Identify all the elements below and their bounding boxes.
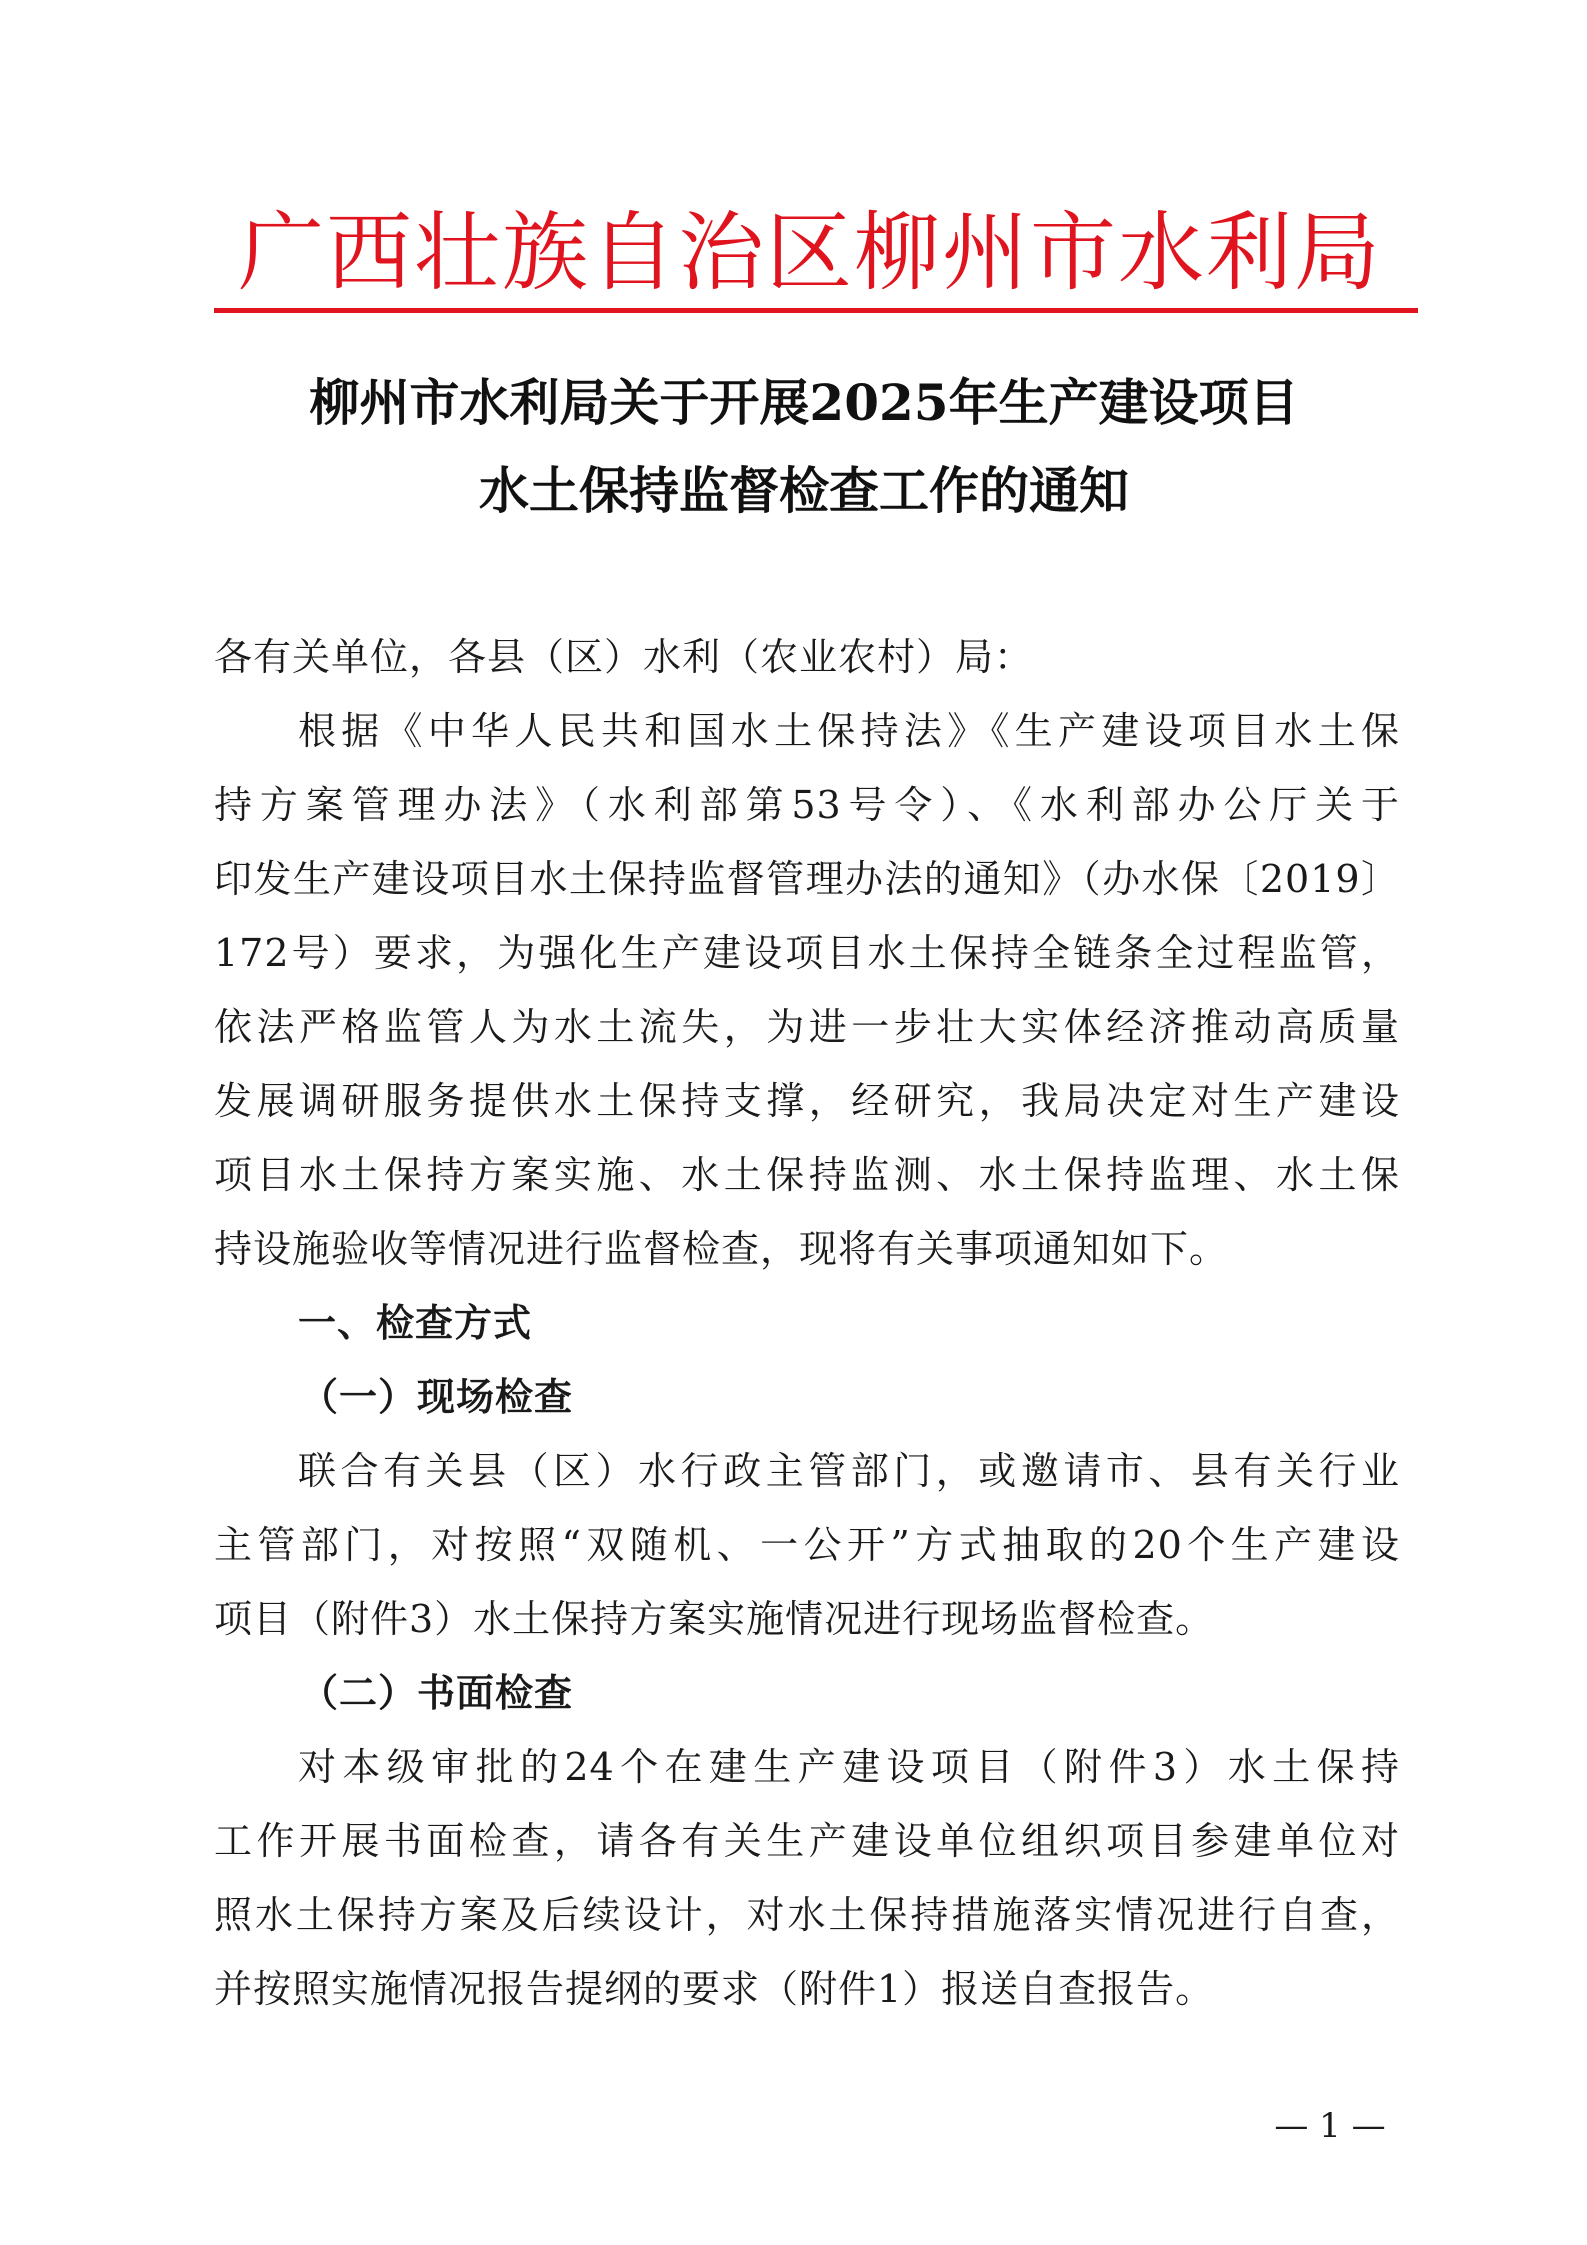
paragraph-line: 主管部门，对按照“双随机、一公开”方式抽取的20个生产建设 [214, 1523, 1400, 1567]
paragraph-line: 并按照实施情况报告提纲的要求（附件1）报送自查报告。 [214, 1967, 1215, 2011]
intro-line: 持设施验收等情况进行监督检查，现将有关事项通知如下。 [214, 1227, 1229, 1271]
intro-line: 印发生产建设项目水土保持监督管理办法的通知》（办水保〔2019〕 [214, 857, 1400, 901]
intro-line: 172号）要求，为强化生产建设项目水土保持全链条全过程监管， [214, 931, 1400, 975]
sub-heading: （一）现场检查 [300, 1374, 574, 1419]
document-title-line-1: 柳州市水利局关于开展2025年生产建设项目 [309, 373, 1299, 432]
paragraph-line: 项目（附件3）水土保持方案实施情况进行现场监督检查。 [214, 1597, 1215, 1641]
intro-line: 依法严格监管人为水土流失，为进一步壮大实体经济推动高质量 [214, 1005, 1400, 1049]
page-number: — 1 — [1274, 2106, 1386, 2146]
sub-heading: （二）书面检查 [300, 1670, 574, 1715]
letterhead-title: 广西壮族自治区柳州市水利局 [238, 203, 1382, 303]
paragraph-line: 工作开展书面检查，请各有关生产建设单位组织项目参建单位对 [214, 1819, 1400, 1863]
paragraph-line: 对本级审批的24个在建生产建设项目（附件3）水土保持 [298, 1745, 1400, 1789]
salutation: 各有关单位，各县（区）水利（农业农村）局： [214, 635, 1034, 679]
intro-line: 项目水土保持方案实施、水土保持监测、水土保持监理、水土保 [214, 1153, 1400, 1197]
document-title-line-2: 水土保持监督检查工作的通知 [479, 461, 1129, 520]
paragraph-line: 联合有关县（区）水行政主管部门，或邀请市、县有关行业 [298, 1449, 1400, 1493]
intro-line: 根据《中华人民共和国水土保持法》《生产建设项目水土保 [298, 709, 1400, 753]
letterhead-divider [214, 308, 1418, 313]
section-heading: 一、检查方式 [298, 1301, 533, 1345]
intro-line: 持方案管理办法》（水利部第53号令）、《水利部办公厅关于 [214, 783, 1400, 827]
paragraph-line: 照水土保持方案及后续设计，对水土保持措施落实情况进行自查， [214, 1893, 1400, 1937]
intro-line: 发展调研服务提供水土保持支撑，经研究，我局决定对生产建设 [214, 1079, 1400, 1123]
